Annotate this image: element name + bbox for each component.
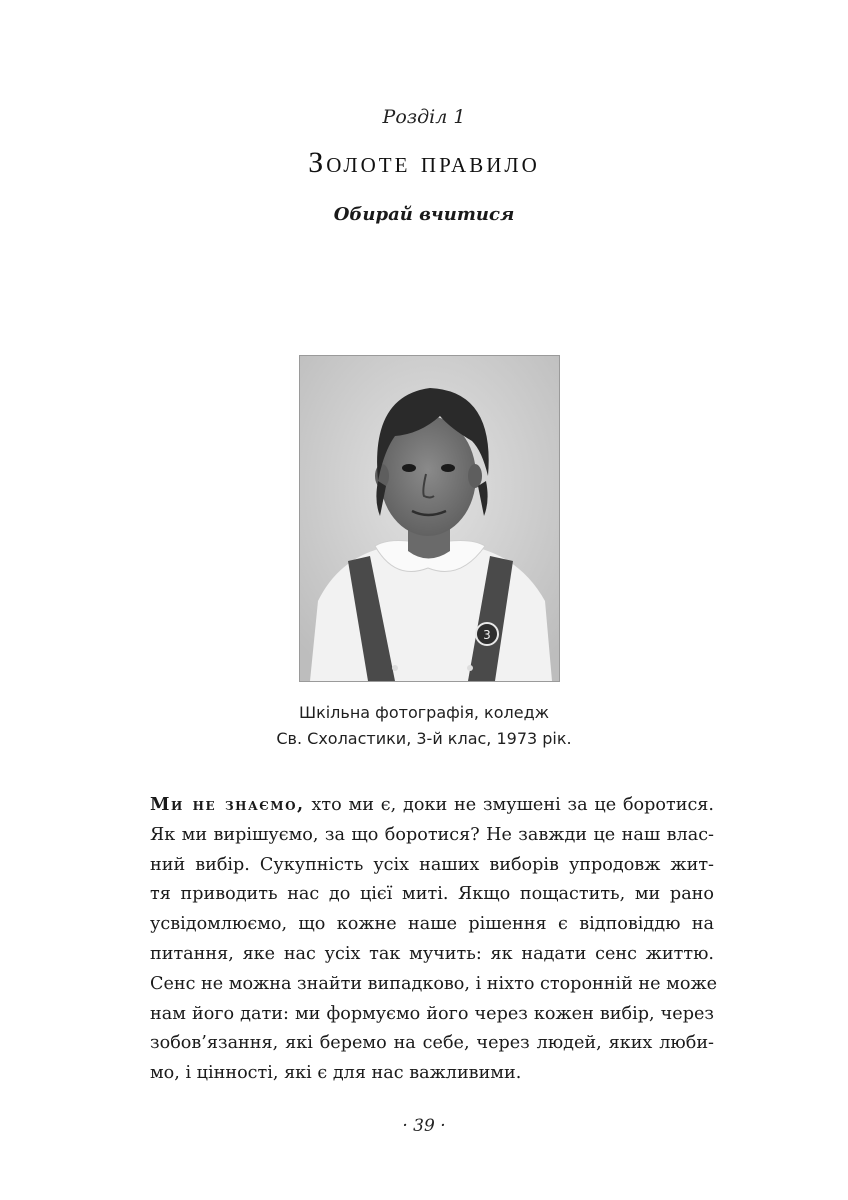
body-line: усвідомлюємо, що кожне наше рішення є відповіддю на <box>150 914 714 935</box>
page-number: · 39 · <box>402 1116 446 1136</box>
body-line-text: хто ми є, доки не змушені за це боротися. <box>304 795 714 815</box>
body-line <box>150 790 714 821</box>
body-line: Як ми вирішуємо, за що боротися? Не завжди це наш влас- <box>150 824 714 845</box>
body-paragraph <box>150 790 718 1089</box>
body-line: питання, яке нас усіх так мучить: як надати сенс життю. <box>150 943 714 964</box>
body-line: зобов’язання, які беремо на себе, через людей, яких люби- <box>150 1033 714 1054</box>
body-line: нам його дати: ми формуємо його через кожен вибір, через <box>150 1003 714 1024</box>
lead-in: Ми не знаємо, <box>150 794 305 815</box>
school-photo-illustration <box>300 356 559 681</box>
chapter-subtitle: Обирай вчитися <box>333 204 515 225</box>
body-line: ний вибір. Сукупність усіх наших виборів упродовж жит- <box>150 854 714 875</box>
photo-caption <box>0 700 848 752</box>
caption-line: Св. Схоластики, 3-й клас, 1973 рік. <box>276 729 572 748</box>
body-line: мо, і цінності, які є для нас важливими. <box>150 1063 522 1084</box>
body-line: тя приводить нас до цієї миті. Якщо пощастить, ми рано <box>150 884 714 905</box>
svg-text:3: 3 <box>483 628 491 642</box>
school-photo <box>299 355 560 682</box>
body-line: Сенс не можна знайти випадково, і ніхто сторонній не може <box>150 973 718 994</box>
chapter-label: Розділ 1 <box>382 106 466 128</box>
chapter-title: Золоте правило <box>308 146 540 179</box>
caption-line: Шкільна фотографія, коледж <box>298 703 550 722</box>
